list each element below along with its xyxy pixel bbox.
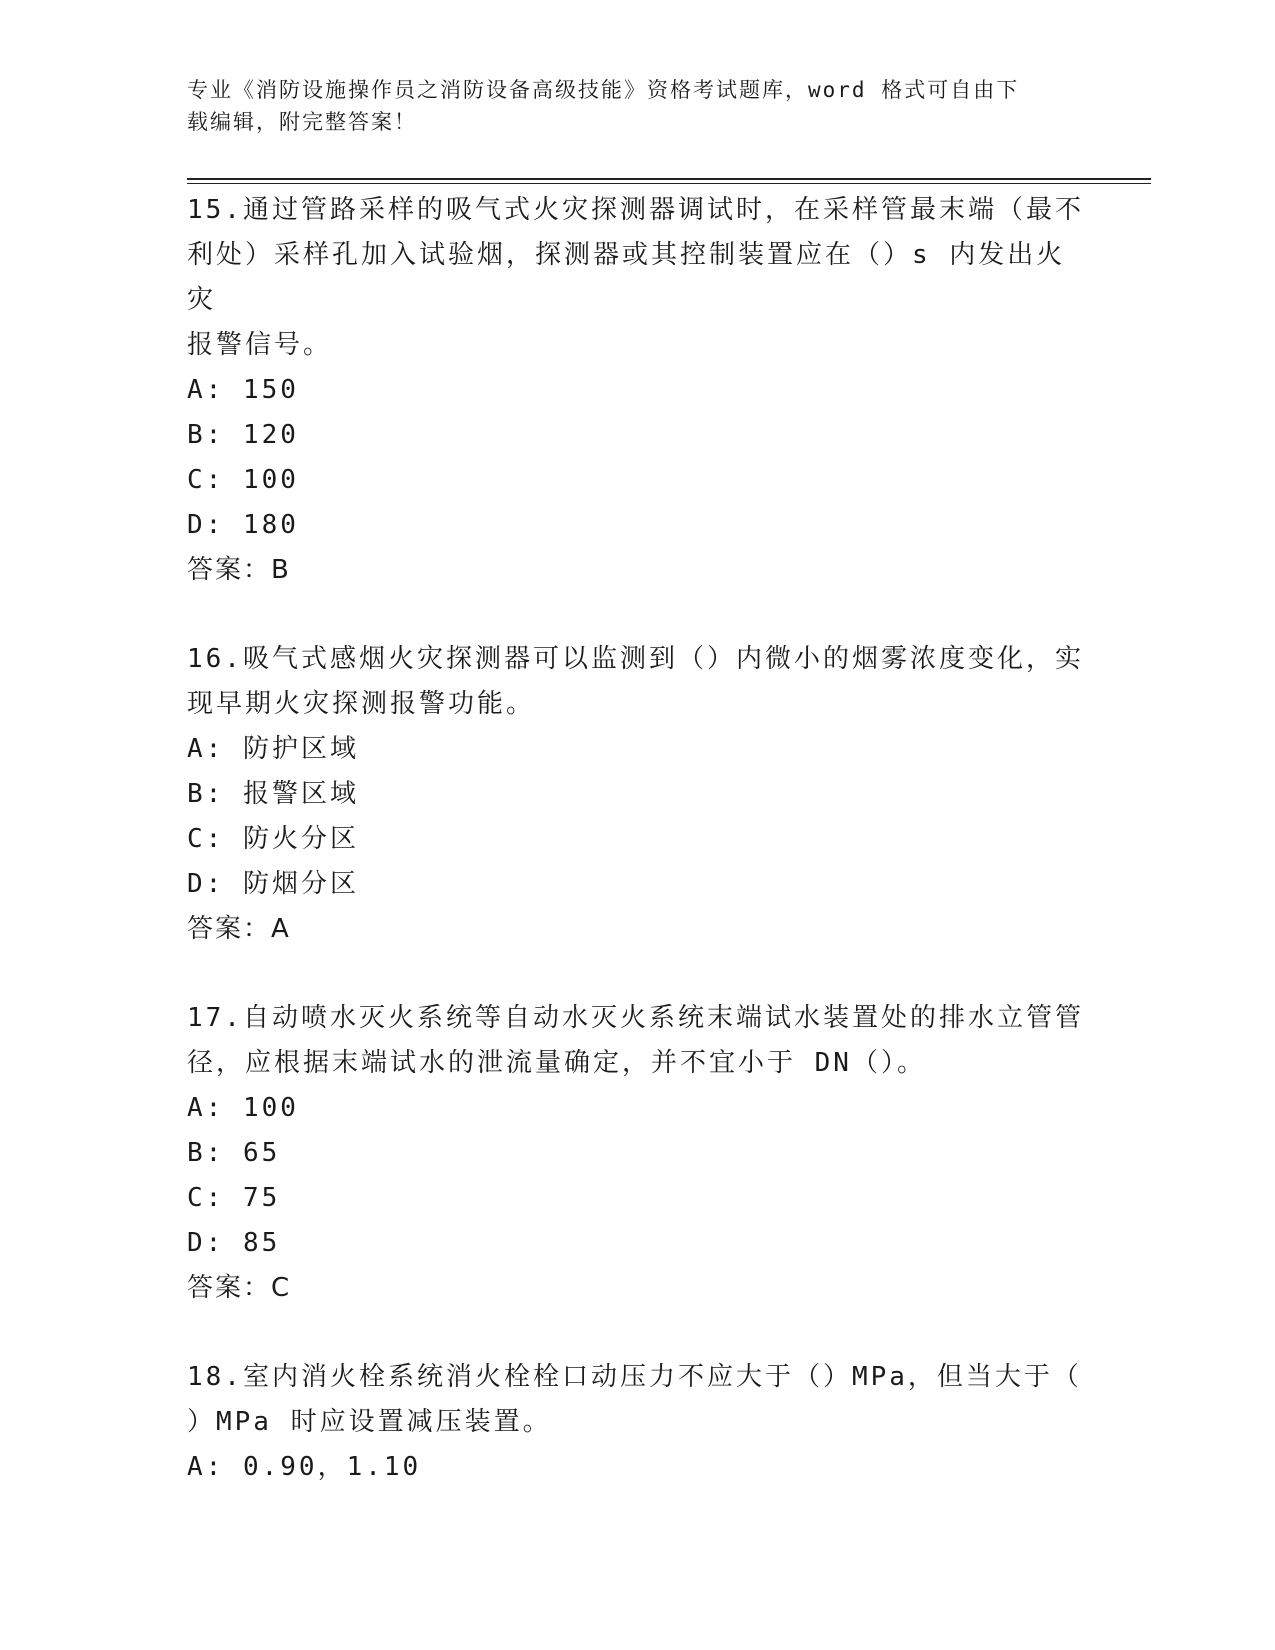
header-line-1: 专业《消防设施操作员之消防设备高级技能》资格考试题库，word 格式可自由下 xyxy=(187,78,1020,102)
spacer xyxy=(187,952,1087,996)
option-c: C: 75 xyxy=(187,1183,281,1213)
header-divider-thin xyxy=(187,183,1151,184)
option-b: B: 120 xyxy=(187,420,299,450)
answer-line: 答案：A xyxy=(187,914,291,944)
option-d: D: 85 xyxy=(187,1228,281,1258)
stem-line: 16.吸气式感烟火灾探测器可以监测到（）内微小的烟雾浓度变化，实 xyxy=(187,644,1084,674)
stem-line: 17.自动喷水灭火系统等自动水灭火系统末端试水装置处的排水立管管 xyxy=(187,1003,1084,1033)
option-c: C: 100 xyxy=(187,465,299,495)
stem-line: 径，应根据末端试水的泄流量确定，并不宜小于 DN（）。 xyxy=(187,1048,926,1078)
stem-line: 15.通过管路采样的吸气式火灾探测器调试时，在采样管最末端（最不 xyxy=(187,195,1084,225)
option-a: A: 0.90，1.10 xyxy=(187,1452,422,1482)
question-15 xyxy=(187,188,1087,593)
question-16 xyxy=(187,637,1087,952)
option-d: D: 防烟分区 xyxy=(187,869,359,899)
option-d: D: 180 xyxy=(187,510,299,540)
option-b: B: 报警区域 xyxy=(187,779,359,809)
question-stem xyxy=(187,637,1087,727)
stem-line: 报警信号。 xyxy=(187,330,333,360)
question-stem xyxy=(187,996,1087,1086)
answer-line: 答案：C xyxy=(187,1273,292,1303)
option-c: C: 防火分区 xyxy=(187,824,359,854)
question-stem xyxy=(187,188,1087,368)
answer-line: 答案：B xyxy=(187,555,291,585)
header-divider-thick xyxy=(187,178,1151,180)
option-b: B: 65 xyxy=(187,1138,281,1168)
stem-line: 利处）采样孔加入试验烟，探测器或其控制装置应在（）s 内发出火灾 xyxy=(187,240,1066,315)
spacer xyxy=(187,593,1087,637)
option-a: A: 防护区域 xyxy=(187,734,359,764)
header-line-2: 载编辑，附完整答案！ xyxy=(187,110,417,134)
option-a: A: 100 xyxy=(187,1093,299,1123)
question-stem xyxy=(187,1355,1087,1445)
question-18 xyxy=(187,1355,1087,1490)
spacer xyxy=(187,1311,1087,1355)
stem-line: ）MPa 时应设置减压装置。 xyxy=(187,1407,552,1437)
stem-line: 现早期火灾探测报警功能。 xyxy=(187,689,536,719)
document-header xyxy=(187,74,1087,138)
question-list xyxy=(187,188,1087,1490)
option-a: A: 150 xyxy=(187,375,299,405)
stem-line: 18.室内消火栓系统消火栓栓口动压力不应大于（）MPa，但当大于（ xyxy=(187,1362,1082,1392)
question-17 xyxy=(187,996,1087,1311)
